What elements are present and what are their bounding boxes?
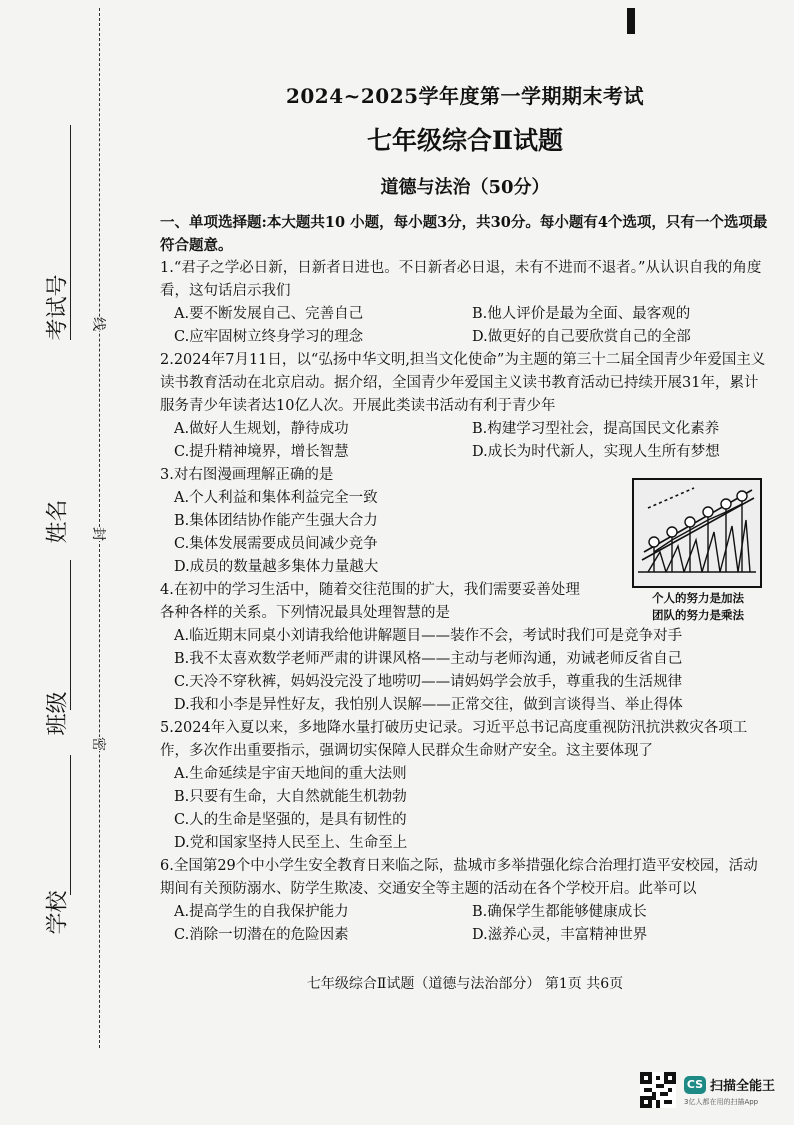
exam-number-field: [30, 250, 80, 400]
option-b[interactable]: B.集体团结协作能产生强大合力: [174, 513, 378, 529]
school-field: [30, 885, 80, 1035]
binding-mark-line: 线: [87, 317, 111, 331]
question-stem: 1.“君子之学必日新，日新者日进也。不日新者必日退，未有不进而不退者。”从认识自我的角度看，这句话启示我们: [160, 260, 762, 299]
question-options: [160, 303, 770, 349]
question-stem: 2.2024年7月11日，以“弘扬中华文明,担当文化使命”为主题的第三十二届全国青少年爱国主义读书教育活动在北京启动。据介绍，全国青少年爱国主义读书教育活动已持续开展31年，累计服务青少年读者达10亿人次。开展此类读书活动有利于青少年: [160, 352, 766, 414]
subject-title: 道德与法治（50分）: [380, 177, 550, 198]
option-a[interactable]: A.临近期末同桌小刘请我给他讲解题目——装作不会，考试时我们可是竞争对手: [174, 628, 683, 644]
option-b[interactable]: B.他人评价是最为全面、最客观的: [472, 306, 691, 322]
option-a[interactable]: A.做好人生规划，静待成功: [174, 421, 349, 437]
class-field: [30, 660, 80, 810]
scanner-slogan: 3亿人都在用的扫描App: [684, 1098, 759, 1106]
question-stem: 5.2024年入夏以来，多地降水量打破历史记录。习近平总书记高度重视防汛抗洪救灾各项工作，多次作出重要指示，强调切实保障人民群众生命财产安全。这主要体现了: [160, 720, 748, 759]
option-d[interactable]: D.成长为时代新人，实现人生所有梦想: [472, 444, 720, 460]
question-6: [160, 855, 770, 947]
option-b[interactable]: B.构建学习型社会，提高国民文化素养: [472, 421, 720, 437]
option-c[interactable]: C.应牢固树立终身学习的理念: [174, 329, 364, 345]
paper-title: 七年级综合Ⅱ试题: [366, 126, 564, 155]
option-c[interactable]: C.消除一切潜在的危险因素: [174, 927, 349, 943]
option-d[interactable]: D.做更好的自己要欣赏自己的全部: [472, 329, 691, 345]
exam-number-blank[interactable]: [70, 125, 71, 340]
camscanner-logo: CS: [684, 1076, 706, 1094]
question-stem: 4.在初中的学习生活中，随着交往范围的扩大，我们需要妥善处理各种各样的关系。下列情况最具处理智慧的是: [160, 582, 580, 621]
qr-code-icon: [640, 1072, 676, 1108]
option-a[interactable]: A.个人利益和集体利益完全一致: [174, 490, 378, 506]
scanner-watermark: [640, 1070, 790, 1115]
binding-mark-seal: 封: [87, 527, 111, 541]
option-c[interactable]: C.天冷不穿秋裤，妈妈没完没了地唠叨——请妈妈学会放手，尊重我的生活规律: [174, 674, 683, 690]
cartoon-caption-line-1: 个人的努力是加法: [652, 591, 744, 605]
corner-mark: [627, 8, 635, 34]
section-instructions: 一、单项选择题:本大题共10 小题，每小题3分，共30分。每小题有4个选项，只有一个选项最符合题意。: [160, 214, 768, 254]
option-d[interactable]: D.成员的数量越多集体力量越大: [174, 559, 379, 575]
option-b[interactable]: B.只要有生命，大自然就能生机勃勃: [174, 789, 407, 805]
question-1: [160, 257, 770, 349]
question-stem: 3.对右图漫画理解正确的是: [160, 467, 334, 483]
scanner-app-name: 扫描全能王: [710, 1079, 776, 1094]
binding-mark-secret: 密: [87, 737, 111, 751]
option-d[interactable]: D.党和国家坚持人民至上、生命至上: [174, 835, 408, 851]
option-d[interactable]: D.我和小李是异性好友，我怕别人误解——正常交往，做到言谈得当、举止得体: [174, 697, 683, 713]
exam-title: 2024~2025学年度第一学期期末考试: [285, 84, 645, 108]
question-2: [160, 349, 770, 464]
question-options: [160, 625, 770, 717]
option-a[interactable]: A.要不断发展自己、完善自己: [174, 306, 364, 322]
page-footer: 七年级综合Ⅱ试题（道德与法治部分） 第1页 共6页: [306, 976, 624, 992]
name-label: 姓名: [45, 499, 71, 544]
teamwork-cartoon: [632, 478, 764, 628]
option-c[interactable]: C.提升精神境界，增长智慧: [174, 444, 349, 460]
option-a[interactable]: A.生命延续是宇宙天地间的重大法则: [174, 766, 407, 782]
exam-number-label: 考试号: [45, 274, 71, 341]
school-blank[interactable]: [70, 865, 71, 885]
school-label: 学校: [45, 890, 71, 935]
question-options: [160, 901, 770, 947]
option-c[interactable]: C.集体发展需要成员间减少竞争: [174, 536, 378, 552]
question-options: [160, 418, 770, 464]
question-5: [160, 717, 770, 855]
option-b[interactable]: B.确保学生都能够健康成长: [472, 904, 647, 920]
cartoon-caption-line-2: 团队的努力是乘法: [652, 608, 744, 622]
option-c[interactable]: C.人的生命是坚强的，是具有韧性的: [174, 812, 407, 828]
question-options: [160, 763, 770, 855]
team-lifting-illustration: [634, 480, 760, 586]
option-b[interactable]: B.我不太喜欢数学老师严肃的讲课风格——主动与老师沟通，劝诫老师反省自己: [174, 651, 683, 667]
question-stem: 6.全国第29个中小学生安全教育日来临之际，盐城市多举措强化综合治理打造平安校园，活动期间有关预防溺水、防学生欺凌、交通安全等主题的活动在各个学校开启。此举可以: [160, 858, 758, 897]
cartoon-image: [632, 478, 762, 588]
option-a[interactable]: A.提高学生的自我保护能力: [174, 904, 349, 920]
class-label: 班级: [45, 691, 71, 736]
name-field: [30, 470, 80, 620]
option-d[interactable]: D.滋养心灵，丰富精神世界: [472, 927, 648, 943]
